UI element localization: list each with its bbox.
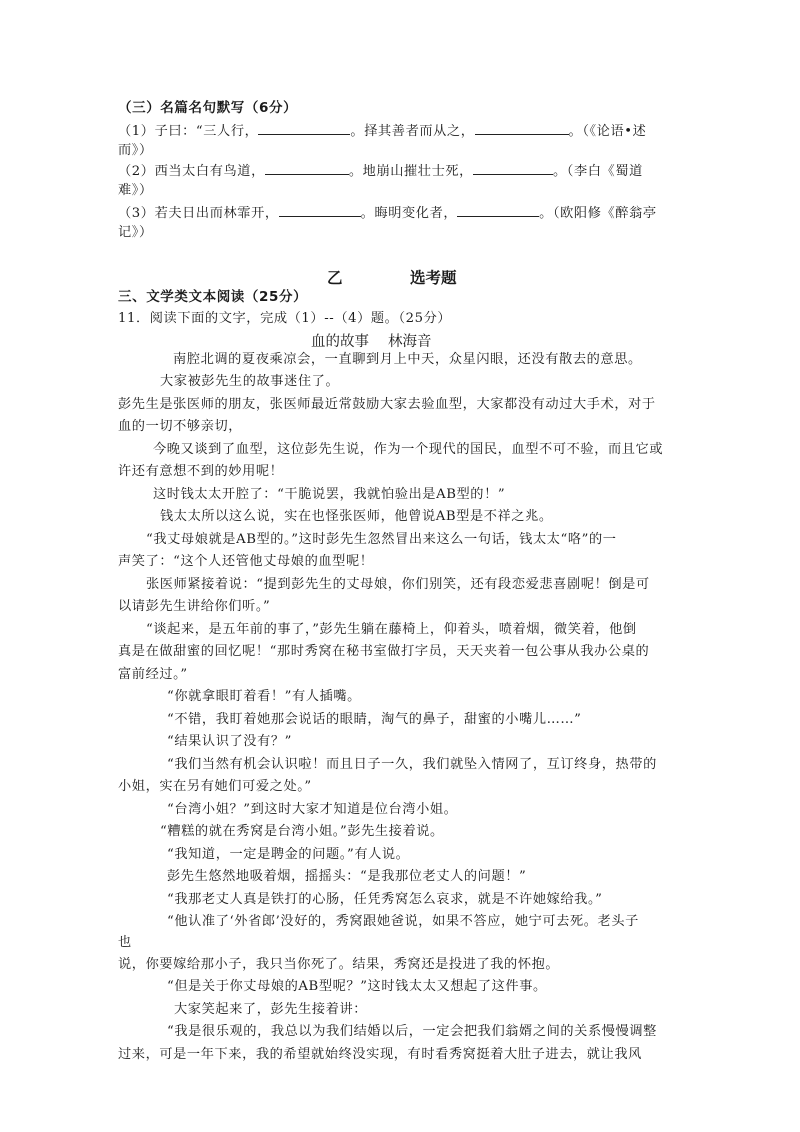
q3-blank-2[interactable]	[457, 204, 539, 217]
body-line: “我丈母娘就是AB型的。”这时彭先生忽然冒出来这么一句话，钱太太“咯”的一	[146, 532, 617, 547]
poetry-section-heading: （三）名篇名句默写（6分）	[118, 100, 298, 116]
body-line: “结果认识了没有？”	[167, 734, 292, 749]
body-line: “不错，我盯着她那会说话的眼睛，淘气的鼻子，甜蜜的小嘴儿……”	[167, 712, 582, 727]
section-right-label: 选考题	[410, 269, 457, 287]
part3-heading: 三、文学类文本阅读（25分）	[118, 289, 308, 305]
q1-part-c: 。（《论语•述	[568, 124, 647, 139]
body-line: 过来，可是一年下来，我的希望就始终没实现，有时看秀窝挺着大肚子进去，就让我风	[118, 1047, 642, 1062]
q3-blank-1[interactable]	[279, 204, 361, 217]
body-line: “我知道，一定是聘金的问题。”有人说。	[167, 847, 410, 862]
body-line: 今晚又谈到了血型，这位彭先生说，作为一个现代的国民，血型不可不验，而且它或	[153, 442, 664, 457]
body-line: “我是很乐观的，我总以为我们结婚以后，一定会把我们翁婿之间的关系慢慢调整	[167, 1024, 657, 1039]
question-3	[118, 204, 657, 223]
body-line: 富前经过。”	[118, 667, 188, 682]
q2-blank-2[interactable]	[473, 162, 553, 175]
q2-part-c: 。（李白《蜀道	[552, 164, 643, 179]
q1-part-a: （1）子曰：“三人行，	[118, 124, 259, 139]
story-author: 林海音	[388, 334, 432, 350]
q2-blank-1[interactable]	[265, 162, 349, 175]
q2-part-b: 。地崩山摧壮士死，	[348, 164, 473, 179]
body-line: 大家笑起来了，彭先生接着讲：	[174, 1002, 368, 1017]
part3-instruction: 11．阅读下面的文字，完成（1）--（4）题。（25分）	[118, 311, 452, 326]
body-line: 彭先生悠然地吸着烟，摇摇头：“是我那位老丈人的问题！”	[167, 869, 527, 884]
body-line: 南腔北调的夏夜乘凉会，一直聊到月上中天，众星闪眼，还没有散去的意思。	[173, 352, 642, 367]
q3-part-a: （3）若夫日出而林霏开，	[118, 206, 279, 221]
body-line: 声笑了：“这个人还管他丈母娘的血型呢！	[118, 554, 374, 569]
q3-part-c: 。（欧阳修《醉翁亭	[539, 206, 657, 221]
body-line: 许还有意想不到的妙用呢！	[118, 464, 284, 479]
body-line: 也	[118, 935, 132, 950]
body-line: “台湾小姐？”到这时大家才知道是位台湾小姐。	[167, 802, 458, 817]
body-line: 钱太太所以这么说，实在也怪张医师，他曾说AB型是不祥之兆。	[160, 509, 553, 524]
section-left-label: 乙	[327, 269, 343, 287]
body-line: 小姐，实在另有她们可爱之处。”	[118, 779, 312, 794]
body-line: 张医师紧接着说：“提到彭先生的丈母娘，你们别笑，还有段恋爱悲喜剧呢！倒是可	[146, 577, 650, 592]
q1-part-b: 。择其善者而从之，	[350, 124, 475, 139]
story-title: 血的故事	[311, 334, 369, 350]
body-line: 大家被彭先生的故事迷住了。	[160, 374, 340, 389]
q1-blank-2[interactable]	[475, 122, 569, 135]
q1-part-d: 而》）	[118, 143, 153, 158]
body-line: 血的一切不够亲切，	[118, 419, 243, 434]
q3-part-b: 。晦明变化者，	[360, 206, 458, 221]
question-1	[118, 122, 646, 141]
question-2	[118, 162, 643, 181]
body-line: “糟糕的就在秀窝是台湾小姐。”彭先生接着说。	[160, 824, 444, 839]
body-line: “我们当然有机会认识啦！而且日子一久，我们就坠入情网了，互订终身，热带的	[167, 757, 657, 772]
body-line: 说，你要嫁给那小子，我只当你死了。结果，秀窝还是投进了我的怀抱。	[118, 957, 560, 972]
body-line: 真是在做甜蜜的回忆呢！“那时秀窝在秘书室做打字员，天天夹着一包公事从我办公桌的	[118, 644, 650, 659]
body-line: 彭先生是张医师的朋友，张医师最近常鼓励大家去验血型，大家都没有动过大手术，对于	[118, 397, 656, 412]
body-line: “他认准了‘外省郎’没好的，秀窝跟她爸说，如果不答应，她宁可去死。老头子	[167, 914, 639, 929]
q1-blank-1[interactable]	[258, 122, 350, 135]
body-line: “但是关于你丈母娘的AB型呢？”这时钱太太又想起了这件事。	[167, 979, 547, 994]
body-line: “我那老丈人真是铁打的心肠，任凭秀窝怎么哀求，就是不许她嫁给我。”	[167, 892, 603, 907]
q3-part-d: 记》）	[118, 225, 153, 240]
body-line: 这时钱太太开腔了：“干脆说罢，我就怕验出是AB型的！”	[153, 487, 506, 502]
body-line: “谈起来，是五年前的事了，”彭先生躺在藤椅上，仰着头，喷着烟，微笑着，他倒	[146, 622, 637, 637]
q2-part-d: 难》）	[118, 183, 153, 198]
body-line: 以请彭先生讲给你们听。”	[118, 599, 271, 614]
body-line: “你就拿眼盯着看！”有人插嘴。	[167, 689, 361, 704]
q2-part-a: （2）西当太白有鸟道，	[118, 164, 265, 179]
